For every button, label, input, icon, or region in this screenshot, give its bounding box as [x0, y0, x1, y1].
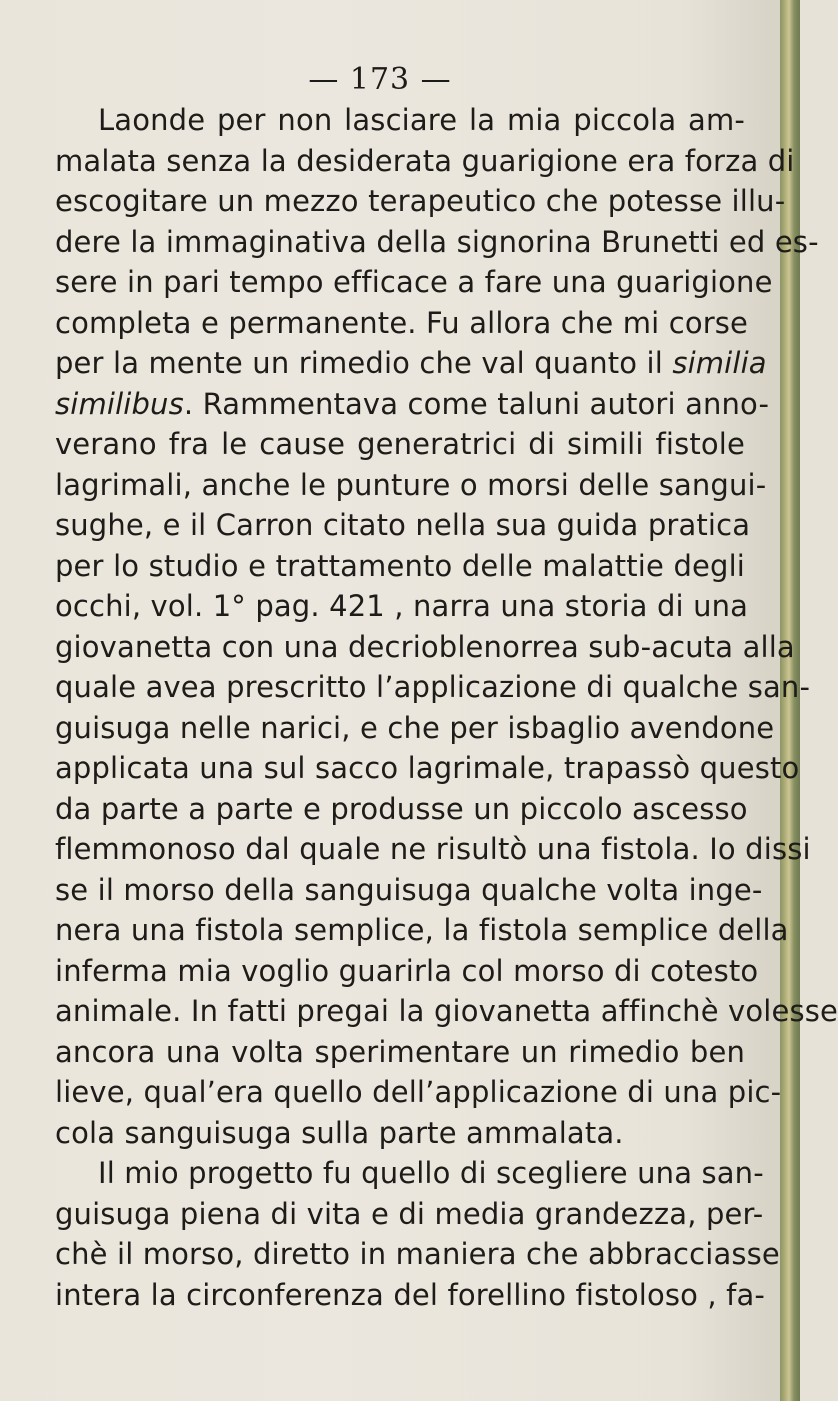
text-line: animale. In fatti pregai la giovanetta affinchè volesse — [55, 994, 838, 1028]
text-line: per lo studio e trattamento delle malattie degli — [55, 548, 745, 583]
text-line: quale avea prescritto l’applicazione di qualche san- — [55, 670, 811, 704]
text-line: chè il morso, diretto in maniera che abbracciasse — [55, 1237, 780, 1271]
text-line: guisuga piena di vita e di media grandezza, per- — [55, 1196, 764, 1231]
text-line: per la mente un rimedio che val quanto il similia — [55, 346, 767, 380]
text-line: sere in pari tempo efficace a fare una guarigione — [55, 265, 773, 299]
text-line: giovanetta con una decrioblenorrea sub-acuta alla — [55, 629, 795, 664]
text-line: nera una fistola semplice, la fistola semplice della — [55, 913, 789, 947]
text-line: se il morso della sanguisuga qualche volta inge- — [55, 872, 763, 907]
body-text — [55, 100, 838, 1315]
text-line: occhi, vol. 1° pag. 421 , narra una storia di una — [55, 589, 749, 623]
text-line: guisuga nelle narici, e che per isbaglio avendone — [55, 710, 775, 745]
text-line: inferma mia voglio guarirla col morso di cotesto — [55, 953, 759, 988]
text-line: completa e permanente. Fu allora che mi corse — [55, 305, 749, 340]
italic-term: similibus — [55, 386, 184, 421]
text-line: dere la immaginativa della signorina Brunetti ed es- — [55, 224, 819, 259]
text-line: escogitare un mezzo terapeutico che potesse illu- — [55, 184, 786, 218]
text-line: intera la circonferenza del forellino fistoloso , fa- — [55, 1277, 766, 1312]
text-line: Laonde per non lasciare la mia piccola am- — [98, 103, 745, 137]
text-line: sughe, e il Carron citato nella sua guida pratica — [55, 508, 751, 542]
text-line: applicata una sul sacco lagrimale, trapassò questo — [55, 751, 800, 785]
text-line: lagrimali, anche le punture o morsi delle sangui- — [55, 467, 767, 502]
text-line: lieve, qual’era quello dell’applicazione di una pic- — [55, 1075, 782, 1109]
text-line: malata senza la desiderata guarigione era forza di — [55, 143, 795, 178]
text-line: similibus. Rammentava come taluni autori anno- — [55, 386, 770, 421]
text-line: ancora una volta sperimentare un rimedio ben — [55, 1034, 745, 1069]
text-line: verano fra le cause generatrici di simili fistole — [55, 427, 745, 461]
italic-term: similia — [672, 346, 767, 380]
text-line: Il mio progetto fu quello di scegliere una san- — [98, 1156, 764, 1190]
text-line: da parte a parte e produsse un piccolo ascesso — [55, 791, 748, 826]
text-line: cola sanguisuga sulla parte ammalata. — [55, 1115, 624, 1150]
text-line: flemmonoso dal quale ne risultò una fistola. Io dissi — [55, 832, 811, 866]
page-number: — 173 — — [308, 62, 452, 97]
